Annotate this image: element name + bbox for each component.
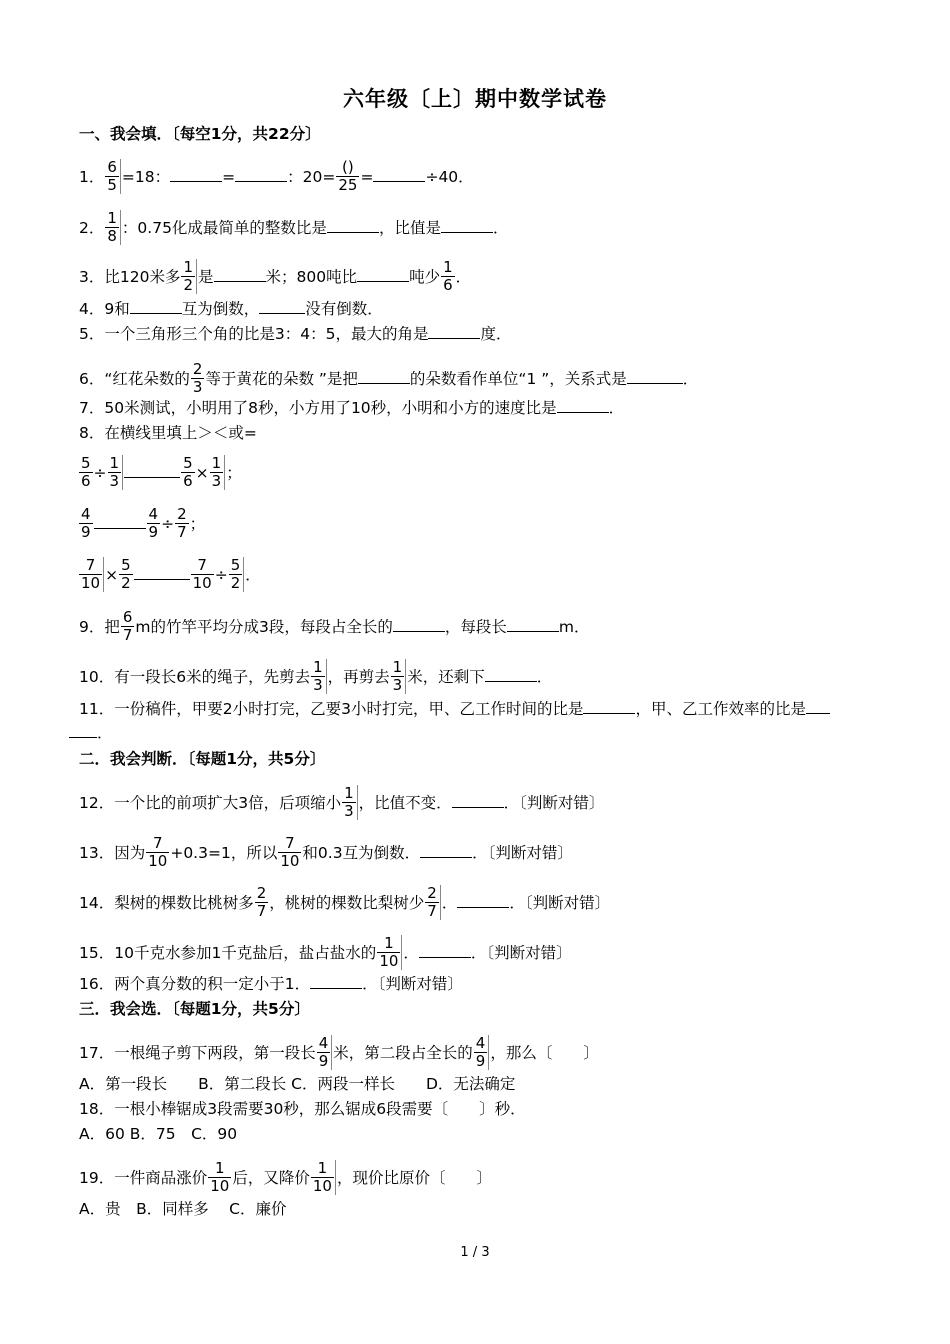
answer-blank[interactable] <box>420 843 472 858</box>
answer-blank[interactable] <box>214 267 266 282</box>
section-heading-fill: 一、我会填．〔每空1分，共22分〕 <box>79 125 321 143</box>
page-title: 六年级〔上〕期中数学试卷 <box>343 87 607 111</box>
fraction: $\frac{1}{2}$ <box>181 259 197 294</box>
answer-blank[interactable] <box>310 974 362 989</box>
question-7: 7．50米测试，小明用了8秒，小方用了10秒，小明和小方的速度比是 ． <box>79 399 625 417</box>
answer-blank[interactable] <box>94 514 146 529</box>
fraction: $\frac{4}{9}$ <box>148 505 159 541</box>
fraction: $\frac{7}{10}$ <box>280 834 300 870</box>
answer-blank[interactable] <box>485 667 537 682</box>
fraction: $\frac{1}{3}$ <box>108 455 124 490</box>
answer-blank[interactable] <box>69 723 97 738</box>
fraction: $\frac{1}{3}$ <box>391 659 407 694</box>
question-19: 19．一件商品涨价 $\frac{1}{10}$ 后，又降价 $\frac{1}{10}$ ，现价比原价〔 〕 <box>79 1159 492 1195</box>
fraction: $\frac{5}{2}$ <box>121 556 131 592</box>
question-number: 1． <box>79 168 105 186</box>
question-8: 8．在横线里填上＞＜或= <box>79 424 257 442</box>
answer-blank[interactable] <box>373 167 425 182</box>
fraction: $\frac{2}{7}$ <box>177 505 187 541</box>
answer-blank[interactable] <box>235 167 287 182</box>
fraction: $\frac{5}{2}$ <box>229 557 245 592</box>
fraction: $\frac{1}{3}$ <box>342 785 358 820</box>
fraction: () 25 <box>338 158 358 194</box>
fraction: $\frac{1}{3}$ <box>210 455 226 490</box>
question-14: 14．梨树的棵数比桃树多 $\frac{2}{7}$ ，桃树的棵数比梨树少 $\frac{2}{7}$ ． ．〔判断对错〕 <box>79 884 611 920</box>
answer-blank[interactable] <box>327 218 379 233</box>
question-4: 4．9和 互为倒数， 没有倒数． <box>79 300 383 318</box>
fraction: $\frac{6}{7}$ <box>122 608 133 644</box>
fraction: $\frac{5}{6}$ <box>183 454 193 490</box>
answer-blank[interactable] <box>627 369 683 384</box>
question-12: 12．一个比的前项扩大3倍，后项缩小 $\frac{1}{3}$ ，比值不变． ．〔判断对错〕 <box>79 784 605 820</box>
question-18-options[interactable]: A．60 B．75 C．90 <box>79 1125 238 1143</box>
section-heading-judge: 二．我会判断．〔每题1分，共5分〕 <box>79 750 326 768</box>
answer-blank[interactable] <box>134 565 190 580</box>
answer-blank[interactable] <box>358 369 410 384</box>
answer-blank[interactable] <box>457 893 509 908</box>
answer-blank[interactable] <box>441 218 493 233</box>
question-3: 3．比120米多 $\frac{1}{2}$ 是 米；800吨比 吨少 $\frac{1}{6}$ ． <box>79 258 472 294</box>
fraction: $\frac{2}{3}$ <box>192 360 203 396</box>
answer-blank[interactable] <box>357 267 409 282</box>
fraction: $\frac{4}{9}$ <box>317 1035 333 1070</box>
question-17: 17．一根绳子剪下两段，第一段长 $\frac{4}{9}$ 米，第二段占全长的 $\frac{4}{9}$ ，那么〔 〕 <box>79 1034 599 1070</box>
fraction: $\frac{1}{3}$ <box>311 659 327 694</box>
fraction: $\frac{1}{8}$ <box>105 210 121 245</box>
question-19-options[interactable]: A．贵 B．同样多 C．廉价 <box>79 1200 287 1218</box>
answer-blank[interactable] <box>507 617 559 632</box>
question-2: 2． $\frac{1}{8}$ ：0.75化成最简单的整数比是 ，比值是 ． <box>79 209 509 245</box>
question-13: 13．因为 $\frac{7}{10}$ +0.3=1，所以 $\frac{7}{10}$ 和0.3互为倒数． ．〔判断对错〕 <box>79 834 573 870</box>
question-6: 6．“红花朵数的 $\frac{2}{3}$ 等于黄花的朵数 ”是把 的朵数看作单位“1 ”，关系式是 ． <box>79 360 699 396</box>
fraction: $\frac{7}{10}$ <box>148 834 168 870</box>
fraction: $\frac{2}{7}$ <box>425 885 441 920</box>
fraction: $\frac{7}{10}$ <box>192 556 212 592</box>
question-10: 10．有一段长6米的绳子，先剪去 $\frac{1}{3}$ ，再剪去 $\frac{1}{3}$ 米，还剩下 ． <box>79 658 553 694</box>
question-16: 16．两个真分数的积一定小于1． ．〔判断对错〕 <box>79 975 463 993</box>
fraction: $\frac{2}{7}$ <box>256 884 267 920</box>
question-18: 18．一根小棒锯成3段需要30秒，那么锯成6段需要〔 〕秒． <box>79 1100 526 1118</box>
question-1: 1． $\frac{6}{5}$ =18： = ：20= () 25 = ÷40． <box>79 158 474 194</box>
answer-blank[interactable] <box>419 943 471 958</box>
answer-blank[interactable] <box>259 299 305 314</box>
fraction: $\frac{1}{10}$ <box>377 935 402 970</box>
answer-blank[interactable] <box>124 463 180 478</box>
page-number: 1 / 3 <box>460 1245 490 1260</box>
answer-blank[interactable] <box>452 793 504 808</box>
fraction: $\frac{4}{9}$ <box>81 505 91 541</box>
fraction: $\frac{7}{10}$ <box>79 557 104 592</box>
answer-blank[interactable] <box>170 167 222 182</box>
question-5: 5．一个三角形三个角的比是3：4：5，最大的角是 度． <box>79 325 512 343</box>
question-11-continued: ． <box>69 723 113 743</box>
fraction: $\frac{1}{6}$ <box>443 258 453 294</box>
answer-blank[interactable] <box>428 324 480 339</box>
answer-blank[interactable] <box>806 699 830 714</box>
question-8-row-1: $\frac{5}{6}$ ÷ $\frac{1}{3}$ $\frac{5}{6}$ × $\frac{1}{3}$ ； <box>81 454 242 490</box>
fraction: $\frac{4}{9}$ <box>474 1035 490 1070</box>
answer-blank[interactable] <box>557 398 609 413</box>
fraction: $\frac{1}{10}$ <box>311 1160 336 1195</box>
question-8-row-2: $\frac{4}{9}$ $\frac{4}{9}$ ÷ $\frac{2}{7}$ ； <box>81 505 206 541</box>
question-15: 15．10千克水参加1千克盐后，盐占盐水的 $\frac{1}{10}$ ． ．〔判断对错〕 <box>79 934 572 970</box>
fraction: $\frac{6}{5}$ <box>105 159 121 194</box>
question-8-row-3: $\frac{7}{10}$ × $\frac{5}{2}$ $\frac{7}{10}$ ÷ $\frac{5}{2}$ ． <box>81 556 261 592</box>
fraction: $\frac{5}{6}$ <box>81 454 91 490</box>
answer-blank[interactable] <box>583 699 635 714</box>
question-17-options[interactable]: A．第一段长 B．第二段长 C．两段一样长 D．无法确定 <box>79 1075 516 1093</box>
question-9: 9．把 $\frac{6}{7}$ m的竹竿平均分成3段，每段占全长的 ，每段长 m． <box>79 608 590 644</box>
question-11: 11．一份稿件，甲要2小时打完，乙要3小时打完，甲、乙工作时间的比是 ，甲、乙工作效率的比是 <box>79 699 830 719</box>
answer-blank[interactable] <box>130 299 182 314</box>
fraction: $\frac{1}{10}$ <box>210 1159 230 1195</box>
section-heading-choose: 三．我会选．〔每题1分，共5分〕 <box>79 1000 310 1018</box>
answer-blank[interactable] <box>393 617 445 632</box>
